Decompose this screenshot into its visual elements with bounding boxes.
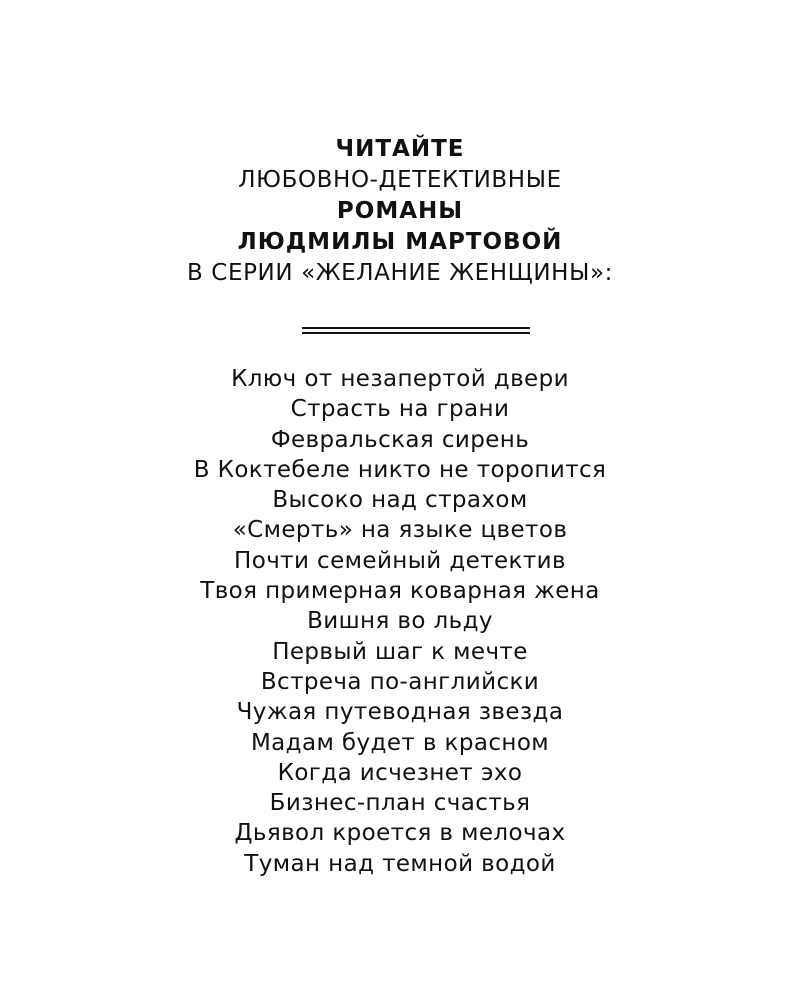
heading-line-author: ЛЮДМИЛЫ МАРТОВОЙ bbox=[237, 229, 563, 255]
heading-line-read: ЧИТАЙТЕ bbox=[335, 136, 465, 162]
book-title: Страсть на грани bbox=[290, 396, 510, 423]
book-title: Почти семейный детектив bbox=[234, 547, 566, 574]
heading-line-genre: ЛЮБОВНО-ДЕТЕКТИВНЫЕ bbox=[238, 167, 562, 193]
book-title: Твоя примерная коварная жена bbox=[200, 578, 600, 605]
book-title: Вишня во льду bbox=[307, 608, 493, 635]
book-title: Бизнес-план счастья bbox=[269, 790, 531, 817]
book-title: Февральская сирень bbox=[270, 426, 530, 453]
book-title: Ключ от незапертой двери bbox=[231, 366, 569, 392]
book-title: Мадам будет в красном bbox=[250, 729, 550, 756]
book-title: Встреча по-английски bbox=[260, 668, 540, 695]
book-title: Высоко над страхом bbox=[272, 487, 528, 514]
book-title: Первый шаг к мечте bbox=[272, 638, 528, 665]
book-title: Туман над темной водой bbox=[244, 850, 556, 877]
book-title: «Смерть» на языке цветов bbox=[232, 517, 568, 544]
book-title: Когда исчезнет эхо bbox=[277, 759, 523, 786]
book-title: В Коктебеле никто не торопится bbox=[193, 456, 607, 483]
series-heading bbox=[0, 134, 800, 289]
heading-line-series: В СЕРИИ «ЖЕЛАНИЕ ЖЕНЩИНЫ»: bbox=[187, 260, 613, 286]
book-title: Чужая путеводная звезда bbox=[236, 699, 564, 726]
book-title-list bbox=[0, 364, 800, 879]
heading-line-novels: РОМАНЫ bbox=[336, 198, 464, 224]
double-rule-divider bbox=[302, 327, 530, 334]
book-title: Дьявол кроется в мелочах bbox=[234, 820, 566, 847]
